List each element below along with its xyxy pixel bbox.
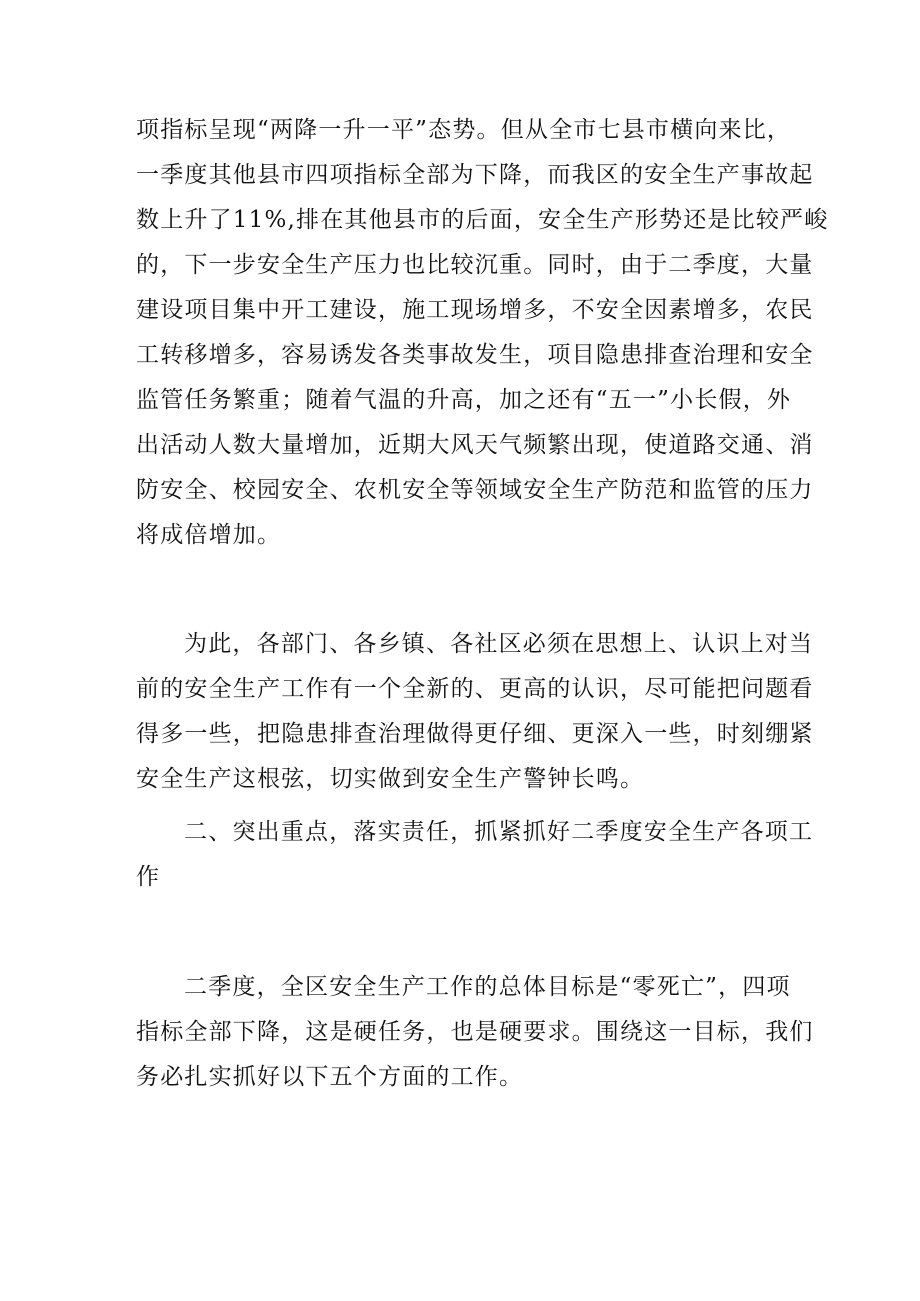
text-line: 安全生产这根弦，切实做到安全生产警钟长鸣。	[136, 766, 645, 792]
text-line: 项指标呈现“两降一升一平”态势。但从全市七县市横向来比，	[136, 117, 792, 143]
text-line: 防安全、校园安全、农机安全等领域安全生产防范和监管的压力	[136, 477, 814, 503]
heading-line: 作	[136, 864, 161, 890]
text-line: 得多一些，把隐患排查治理做得更仔细、更深入一些，时刻绷紧	[136, 721, 814, 747]
text-line: 数上升了11%,排在其他县市的后面，安全生产形势还是比较严峻	[136, 207, 829, 233]
heading-line: 二、突出重点，落实责任，抓紧抓好二季度安全生产各项工	[184, 819, 814, 845]
text-line: 的，下一步安全生产压力也比较沉重。同时，由于二季度，大量	[136, 252, 814, 278]
text-line: 将成倍增加。	[136, 522, 282, 548]
text-line: 工转移增多，容易诱发各类事故发生，项目隐患排查治理和安全	[136, 342, 814, 368]
text-line: 一季度其他县市四项指标全部为下降，而我区的安全生产事故起	[136, 162, 814, 188]
text-line: 务必扎实抓好以下五个方面的工作。	[136, 1064, 524, 1090]
text-line: 指标全部下降，这是硬任务，也是硬要求。围绕这一目标，我们	[136, 1019, 814, 1045]
text-line: 为此，各部门、各乡镇、各社区必须在思想上、认识上对当	[184, 631, 814, 657]
text-line: 监管任务繁重；随着气温的升高，加之还有“五一”小长假，外	[136, 387, 792, 413]
text-line: 建设项目集中开工建设，施工现场增多，不安全因素增多，农民	[136, 297, 814, 323]
text-line: 前的安全生产工作有一个全新的、更高的认识，尽可能把问题看	[136, 676, 814, 702]
text-line: 二季度，全区安全生产工作的总体目标是“零死亡”，四项	[184, 974, 791, 1000]
text-line: 出活动人数大量增加，近期大风天气频繁出现，使道路交通、消	[136, 432, 814, 458]
